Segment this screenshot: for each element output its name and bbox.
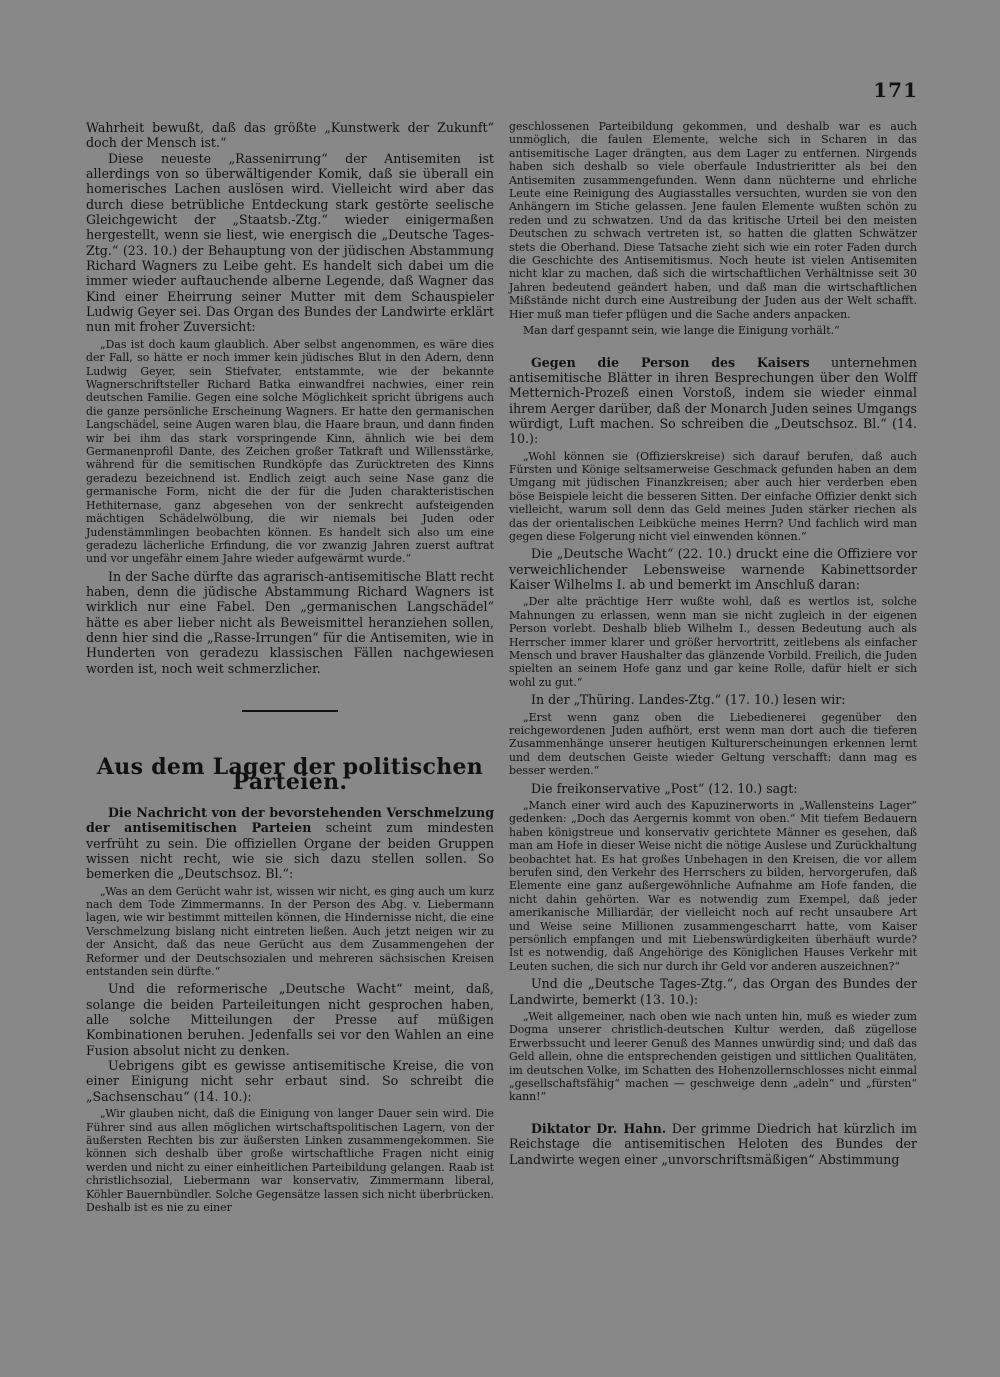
left-column xyxy=(86,120,494,1217)
spacer xyxy=(509,341,917,355)
block-quote: „Erst wenn ganz oben die Liebedienerei gegenüber den reichgewordenen Juden aufhört, erst wenn man dort auch die tieferen Zusammenhänge unserer heutigen Kulturerscheinungen erkennen lernt und dem deutschen Geiste wieder Geltung verschafft: dann mag es besser werden.“ xyxy=(509,710,917,778)
paragraph-text: unternehmen antisemitische Blätter in ihren Besprechungen über den Wolff Metternich-Prozeß einen Vorstoß, indem sie wieder einmal ihrem Aerger darüber, daß der Monarch Juden seines Umgangs würdigt, Luft machen. So schreiben die „Deutschsoz. Bl.“ (14. 10.): xyxy=(509,354,917,447)
block-quote: „Wir glauben nicht, daß die Einigung von langer Dauer sein wird. Die Führer sind aus allen möglichen wirtschaftspolitischen Lagern, von der äußersten Rechten bis zur äußersten Linken zusammengekommen. Sie können sich deshalb über große wirtschaftliche Fragen nicht einig werden und nicht zu einer einheitlichen Parteibildung gelangen. Raab ist christlichsozial, Liebermann war konservativ, Zimmermann liberal, Köhler Bauernbündler. Solche Gegensätze lassen sich nicht überbrücken. Deshalb ist es nie zu einer xyxy=(86,1107,494,1214)
paragraph xyxy=(86,805,494,882)
lead-phrase: Gegen die Person des Kaisers xyxy=(531,354,810,370)
block-quote: geschlossenen Parteibildung gekommen, und deshalb war es auch unmöglich, die faulen Elemente, welche sich in Scharen in das antisemitische Lager drängten, aus dem Lager zu entfernen. Nirgends haben sich deshalb so viele oberfaule Industrieritter als bei den Antisemiten zusammengefunden. Wenn dann nüchterne und ehrliche Leute eine Reinigung des Augiasstalles versuchten, wurden sie von den Anhängern im Stiche gelassen. Jene faulen Elemente wußten schön zu reden und zu schwatzen. Und da das kritische Urteil bei den meisten Deutschen zu schwach vertreten ist, so hatten die glatten Schwätzer stets die Oberhand. Diese Tatsache zieht sich wie ein roter Faden durch die Geschichte des Antisemitismus. Noch heute ist vielen Antisemiten nicht klar zu machen, daß sich die wirtschaftlichen Verhältnisse seit 30 Jahren bedeutend geändert haben, und daß man die wirtschaftlichen Mißstände nicht durch eine Austreibung der Juden aus der Welt schafft. Hier muß man tiefer pflügen und die Sache anders anpacken. xyxy=(509,120,917,321)
paragraph: Und die „Deutsche Tages-Ztg.“, das Organ des Bundes der Landwirte, bemerkt (13. 10.): xyxy=(509,976,917,1007)
paragraph-text: Der grimme Diedrich hat kürzlich im Reichstage die antisemitischen Heloten des Bundes der Landwirte wegen einer „unvorschriftsmäßigen“ Abstimmung xyxy=(509,1120,917,1167)
paragraph xyxy=(509,1121,917,1167)
paragraph: In der Sache dürfte das agrarisch-antisemitische Blatt recht haben, denn die jüdische Abstammung Richard Wagners ist wirklich nur eine Fabel. Den „germanischen Langschädel“ hätte es aber lieber nicht als Beweismittel heranziehen sollen, denn hier sind die „Rasse-Irrungen“ für die Antisemiten, wie in Hunderten von geradezu klassischen Fällen nachgewiesen worden ist, noch weit schmerzlicher. xyxy=(86,568,494,676)
block-quote: „Das ist doch kaum glaublich. Aber selbst angenommen, es wäre dies der Fall, so hätte er noch immer kein jüdisches Blut in den Adern, denn Ludwig Geyer, sein Stiefvater, entstammte, wie der bekannte Wagnerschriftsteller Richard Batka einwandfrei nachwies, einer rein deutschen Familie. Gegen eine solche Möglichkeit spricht übrigens auch die ganze persönliche Erscheinung Wagners. Er hatte den germanischen Langschädel, seine Augen waren blau, die Haare braun, und dann finden wir bei ihm das stark vorspringende Kinn, ähnlich wie bei dem Germanenprofil Dante, des Zeichen großer Tatkraft und Willensstärke, während für die semitischen Rundköpfe das Zurücktreten des Kinns geradezu bezeichnend ist. Endlich zeigt auch seine Nase ganz die germanische Form, nicht die der für die Juden charakteristischen Hethiternase, ganz abgesehen von der senkrecht aufsteigenden mächtigen Schädelwölbung, die wir niemals bei Juden oder Judenstämmlingen beobachten können. Es handelt sich also um eine geradezu lächerliche Erfindung, die vor zwanzig Jahren zuerst auftrat und vor ungefähr einem Jahre wieder aufgewärmt wurde.“ xyxy=(86,337,494,566)
paragraph: Und die reformerische „Deutsche Wacht“ meint, daß, solange die beiden Parteileitungen nicht gesprochen haben, alle solche Mitteilungen der Presse auf müßigen Kombinationen beruhen. Jedenfalls sei vor den Wahlen an eine Fusion absolut nicht zu denken. xyxy=(86,981,494,1058)
lead-phrase: Die Nachricht von der bevorstehenden Verschmelzung der antisemitischen Parteien xyxy=(86,804,494,836)
paragraph: In der „Thüring. Landes-Ztg.“ (17. 10.) lesen wir: xyxy=(531,692,846,708)
spacer xyxy=(509,1107,917,1121)
page-number: 171 xyxy=(873,78,918,102)
block-quote: „Weit allgemeiner, nach oben wie nach unten hin, muß es wieder zum Dogma unserer christlich-deutschen Kultur werden, daß zügellose Erwerbssucht und leerer Genuß des Mannes unwürdig sind; und daß das Geld allein, ohne die entsprechenden geistigen und sittlichen Qualitäten, im deutschen Volke, im Schatten des Hohenzollernschlosses nicht einmal „gesellschaftsfähig“ machen — geschweige denn „adeln“ und „fürsten“ kann!“ xyxy=(509,1009,917,1104)
paragraph-text: scheint zum mindesten verfrüht zu sein. Die offiziellen Organe der beiden Gruppen wissen nicht recht, wie sie sich dazu stellen sollen. So bemerken die „Deutschsoz. Bl.“: xyxy=(86,820,494,882)
paragraph: Die freikonservative „Post“ (12. 10.) sagt: xyxy=(531,780,798,796)
paragraph: Uebrigens gibt es gewisse antisemitische Kreise, die von einer Einigung nicht sehr erbaut sind. So schreibt die „Sachsenschau“ (14. 10.): xyxy=(86,1058,494,1104)
paragraph: Wahrheit bewußt, daß das größte „Kunstwerk der Zukunft“ doch der Mensch ist.“ xyxy=(86,120,494,151)
section-divider xyxy=(242,710,338,712)
paragraph: Die „Deutsche Wacht“ (22. 10.) druckt eine die Offiziere vor verweichlichender Lebensweise warnende Kabinettsorder Kaiser Wilhelms I. ab und bemerkt im Anschluß daran: xyxy=(509,546,917,593)
block-quote: „Was an dem Gerücht wahr ist, wissen wir nicht, es ging auch um kurz nach dem Tode Zimmermanns. In der Person des Abg. v. Liebermann lagen, wie wir bestimmt mitteilen können, die Hindernisse nicht, die eine Verschmelzung bislang nicht eintreten ließen. Auch jetzt neigen wir zu der Ansicht, daß das neue Gerücht aus dem Zusammengehen der Reformer und der Deutschsozialen und mehreren sächsischen Kreisen entstanden sein dürfte.“ xyxy=(86,884,494,978)
block-quote: „Der alte prächtige Herr wußte wohl, daß es wertlos ist, solche Mahnungen zu erlassen, wenn man sie nicht zugleich in der eigenen Person vorlebt. Deshalb blieb Wilhelm I., dessen Bedeutung auch als Herrscher immer klarer und größer hervortritt, zeitlebens als einfacher Mensch und braver Haushalter das glänzende Vorbild. Freilich, die Juden spielten an seinem Hofe ganz und gar keine Rolle, dafür hielt er sich wohl zu gut.“ xyxy=(509,595,917,689)
right-column xyxy=(509,120,917,1167)
section-title: Aus dem Lager der politischen Parteien. xyxy=(96,754,484,796)
lead-phrase: Diktator Dr. Hahn. xyxy=(531,1120,667,1136)
paragraph: Diese neueste „Rassenirrung“ der Antisemiten ist allerdings von so überwältigender Komik, daß sie überall ein homerisches Lachen auslösen wird. Vielleicht wird aber das durch diese betrübliche Entdeckung stark gestörte seelische Gleichgewicht der „Staatsb.-Ztg.“ wieder einigermaßen hergestellt, wenn sie liest, wie energisch die „Deutsche Tages-Ztg.“ (23. 10.) der Behauptung von der jüdischen Abstammung Richard Wagners zu Leibe geht. Es handelt sich dabei um die immer wieder auftauchende alberne Legende, daß Wagner das Kind einer Eheirrung seiner Mutter mit dem Schauspieler Ludwig Geyer sei. Das Organ des Bundes der Landwirte erklärt nun mit froher Zuversicht: xyxy=(86,150,494,335)
block-quote: „Wohl können sie (Offizierskreise) sich darauf berufen, daß auch Fürsten und Könige seltsamerweise Geschmack gefunden haben an dem Umgang mit jüdischen Finanzkreisen; aber auch hier verderben eben böse Beispiele leicht die besseren Sitten. Der einfache Offizier denkt sich vielleicht, warum soll denn das Geld meines Juden stärker riechen als das der orientalischen Leibküche meines Herrn? Und fachlich wird man gegen diese Folgerung nicht viel einwenden können.“ xyxy=(509,449,917,543)
block-quote: „Manch einer wird auch des Kapuzinerworts in „Wallensteins Lager“ gedenken: „Doch das Aergernis kommt von oben.“ Mit tiefem Bedauern haben königstreue und konservativ gerichtete Männer es gesehen, daß man am Hofe in dieser Weise nicht die nötige Auslese und Zurückhaltung beobachtet hat. Es hat großes Unbehagen in den Kreisen, die vor allem berufen sind, den Verkehr des Herrschers zu bilden, hervorgerufen, daß Elemente eine ganz außergewöhnliche Aufnahme am Hofe fanden, die nicht dahin gehörten. War es notwendig zum Exempel, daß jeder amerikanische Milliardär, der vielleicht noch auf recht unsaubere Art und Weise seine Millionen zusammengescharrt hatte, vom Kaiser persönlich empfangen und mit Liebenswürdigkeiten überhäuft wurde? Ist es notwendig, daß Angehörige des Königlichen Hauses Verkehr mit Leuten suchen, die sich nur durch ihr Geld vor anderen auszeichnen?“ xyxy=(509,799,917,973)
block-quote: Man darf gespannt sein, wie lange die Einigung vorhält.“ xyxy=(523,324,840,338)
paragraph xyxy=(509,355,917,447)
